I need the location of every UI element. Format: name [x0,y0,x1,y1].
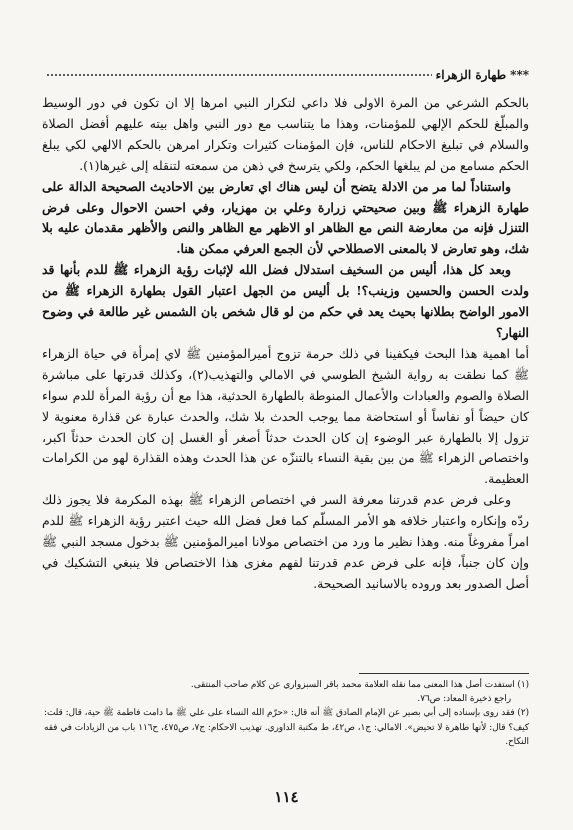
header-title: طهارة الزهراء [435,68,507,82]
paragraph-2: واستناداً لما مر من الادلة يتضح أن ليس هناك اي تعارض بين الاحاديث الصحيحة الدالة على طهارة الزهراء ﷺ وبين صحيحتي زرارة وعلي بن مهزيار، وفي احسن الاحوال وعلى فرض التنزل فإنه من معارضة النص مع الظاهر او الاظهر مع الظاهر والنص والأظهر مقدمان عليه بلا شك، وهو تعارض لا بالمعنى الاصطلاحي لأن الجمع العرفي ممكن هنا. [42,178,529,257]
header-marker: *** [510,68,529,82]
footnote-separator [359,673,529,674]
footnote-1: (١) استفدت أصل هذا المعنى مما نقله العلامة محمد باقر السبزواري عن كلام صاحب المنتقى. [190,680,529,690]
footnotes [44,678,529,749]
footnote-2: (٢) فقد روى بإسناده إلى أبي بصير عن الإمام الصادق ﷺ أنه قال: «حرّم الله النساء على علي ﷺ ما دامت فاطمة ﷺ حية، قال: قلت: كيف؟ قال: لأنها طاهرة لا تحيض». الامالي: ج١، ص٤٢، ط مكتبة الداوري. تهذيب الاحكام: ج٧، ص٤٧٥، ح١١٦ باب من الزيادات في فقه النكاح. [44,708,529,747]
footnote-1-reference: راجع ذخيرة المعاد: ص٧٦. [417,694,511,705]
page-number: ١١٤ [274,788,299,806]
paragraph-1: بالحكم الشرعي من المرة الاولى فلا داعي لتكرار النبي امرها إلا ان تكون في دور الوسيط والمبلّغ للحكم الإلهي للمؤمنات، وهذا ما يتناسب مع دور النبي واهل بيته عليهم أفضل الصلاة والسلام في تبليغ الاحكام للناس، فإن المؤمنات كثيرات وتكرار امرهن بالحكم الالهي لكي يبلغ الحكم مسامع من لم يبلغها الحكم، ولكي يترسخ في ذهن من سمعته لتنقله إلى غيرها(١). [42,95,529,173]
paragraph-5: وعلى فرض عدم قدرتنا معرفة السر في اختصاص الزهراء ﷺ بهذه المكرمة فلا يجوز ذلك ردّه وإنكاره واعتبار خلافه هو الأمر المسلّم كما فعل فضل الله حيث اعتبر رؤية الزهراء ﷺ للدم امراً مفروغاً منه. وهذا نظير ما ورد من اختصاص مولانا اميرالمؤمنين ﷺ بدخول مسجد النبي ﷺ وإن كان جنباً، فإنه على فرض عدم قدرتنا لفهم مغزى هذا الاختصاص فلا ينبغي التشكيك في أصل الصدور بعد وروده بالاسانيد الصحيحة. [42,492,529,591]
paragraph-3: وبعد كل هذا، أليس من السخيف استدلال فضل الله لإثبات رؤية الزهراء ﷺ للدم بأنها قد ولدت الحسن والحسين وزينب؟! بل أليس من الجهل اعتبار القول بطهارة الزهراء ﷺ من الامور الواضح بطلانها بحيث يعد في حكم من لو قال شخص بان الشمس غير طالعة في وضوح النهار؟ [42,262,529,340]
body-text [42,93,529,595]
header-dotted-rule [46,72,432,78]
running-header [46,66,529,84]
paragraph-4: أما اهمية هذا البحث فيكفينا في ذلك حرمة تزوج أميرالمؤمنين ﷺ لاي إمرأة في حياة الزهراء ﷺ كما نطقت به رواية الشيخ الطوسي في الامالي والتهذيب(٢)، وكذلك قدرتها على مباشرة الصلاة والصوم والعبادات والأعمال المنوطة بالطهارة الحدثية، هذا مع أن رؤية المرأة للدم سواء كان حيضاً أو نفاساً أو استحاضة مما يوجب الحدث بلا شك، والحدث عبارة عن قذارة معنوية لا تزول إلا بالطهارة عبر الوضوء إن كان الحدث حدثاً أصغر أو الغسل إن كان الحدث حدثاً اكبر، واختصاص الزهراء ﷺ من بين بقية النساء بالتنزّه عن هذا الحدث وهذه القذارة لهو من الكرامات العظيمة. [42,345,529,487]
